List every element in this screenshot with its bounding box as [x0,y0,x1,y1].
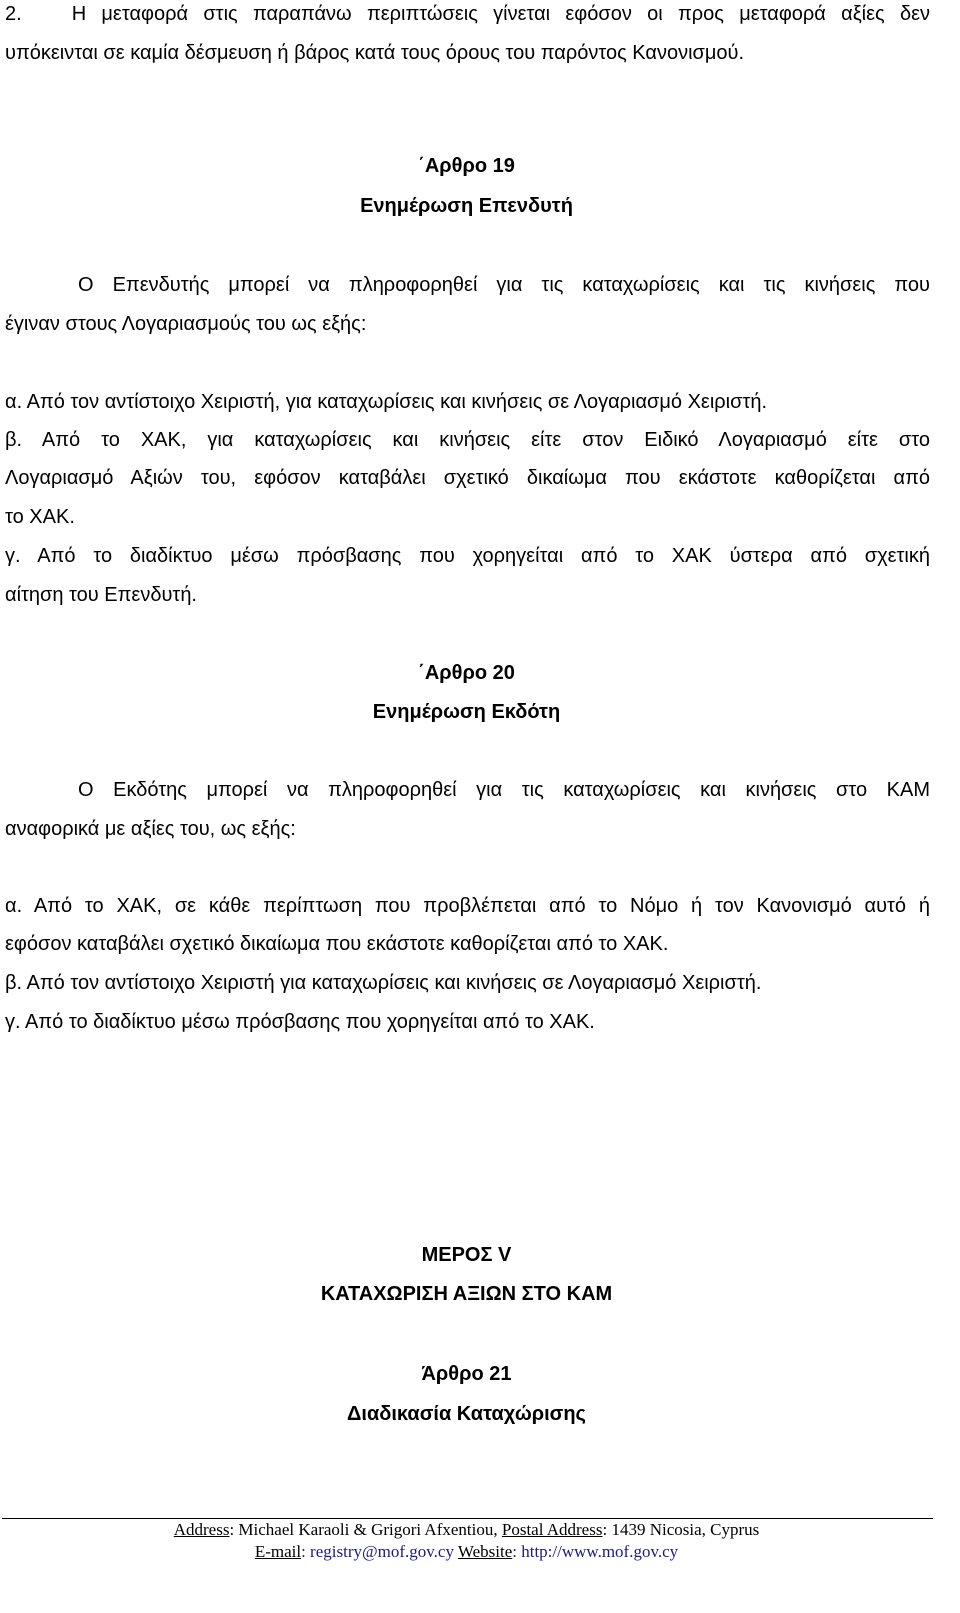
website-label: Website [457,1542,513,1561]
article-20-heading: Ενημέρωση Εκδότη [372,701,561,723]
article-21-heading: Διαδικασία Καταχώρισης [347,1403,586,1425]
article-19-item-c-line-2: αίτηση του Επενδυτή. [5,584,197,606]
email-label: E-mail [254,1542,302,1561]
article-19-item-c-line-1: γ. Από το διαδίκτυο μέσω πρόσβασης που χορηγείται από το ΧΑΚ ύστερα από σχετική [5,545,930,567]
article-19-item-a: α. Από τον αντίστοιχο Χειριστή, για καταχωρίσεις και κινήσεις σε Λογαριασμό Χειριστή. [5,391,768,413]
postal-address-label: Postal Address [501,1520,603,1539]
footer-address-line [0,1520,933,1540]
article-20-intro-line-1: Ο Εκδότης μπορεί να πληροφορηθεί για τις καταχωρίσεις και κινήσεις στο ΚΑΜ [78,779,930,801]
article-19-item-b-text: καταχωρίσεις και κινήσεις είτε στον Ειδικό Λογαριασμό είτε στο [254,429,930,451]
postal-address-value: : 1439 Nicosia, Cyprus [602,1520,760,1539]
footer-divider [2,1518,933,1519]
article-19-item-b-label: β. Από το ΧΑΚ, για [5,429,234,451]
paragraph-2-line-1 [5,2,930,26]
article-20-item-b: β. Από τον αντίστοιχο Χειριστή για καταχωρίσεις και κινήσεις σε Λογαριασμό Χειριστή. [5,972,762,994]
article-19-item-b-line-3: το ΧΑΚ. [5,506,75,528]
article-20-intro-line-2: αναφορικά με αξίες του, ως εξής: [5,818,296,840]
article-19-title: ΄Αρθρο 19 [418,155,515,177]
paragraph-number: 2. [5,3,22,25]
part-5-title: ΜΕΡΟΣ V [421,1244,512,1266]
article-20-item-a-line-2: εφόσον καταβάλει σχετικό δικαίωμα που εκάστοτε καθορίζεται από το ΧΑΚ. [5,933,669,955]
article-19-intro-line-1: Ο Επενδυτής μπορεί να πληροφορηθεί για τις καταχωρίσεις και τις κινήσεις που [78,274,930,296]
article-20-item-c: γ. Από το διαδίκτυο μέσω πρόσβασης που χορηγείται από το ΧΑΚ. [5,1011,595,1033]
article-21-title: Άρθρο 21 [421,1363,512,1385]
website-link[interactable]: : http://www.mof.gov.cy [512,1542,679,1561]
article-20-item-a-line-1: α. Από το ΧΑΚ, σε κάθε περίπτωση που προβλέπεται από το Νόμο ή τον Κανονισμό αυτό ή [5,895,930,917]
article-20-title: ΄Αρθρο 20 [418,662,515,684]
article-19-heading: Ενημέρωση Επενδυτή [360,195,573,217]
footer-contact-line [0,1542,933,1562]
part-5-heading: ΚΑΤΑΧΩΡΙΣΗ ΑΞΙΩΝ ΣΤΟ ΚΑΜ [320,1283,613,1305]
article-19-item-b-line-2: Λογαριασμό Αξιών του, εφόσον καταβάλει σχετικό δικαίωμα που εκάστοτε καθορίζεται από [5,467,930,489]
paragraph-2-text: Η μεταφορά στις παραπάνω περιπτώσεις γίνεται εφόσον οι προς μεταφορά αξίες δεν [71,3,930,25]
email-link[interactable]: : registry@mof.gov.cy [301,1542,454,1561]
article-19-intro-line-2: έγιναν στους Λογαριασμούς του ως εξής: [5,313,367,335]
article-19-item-b-line-1 [5,428,930,452]
address-label: Address [173,1520,230,1539]
paragraph-2-line-2: υπόκεινται σε καμία δέσμευση ή βάρος κατά τους όρους του παρόντος Κανονισμού. [5,42,744,64]
address-value: : Michael Karaoli & Grigori Afxentiou, [229,1520,502,1539]
